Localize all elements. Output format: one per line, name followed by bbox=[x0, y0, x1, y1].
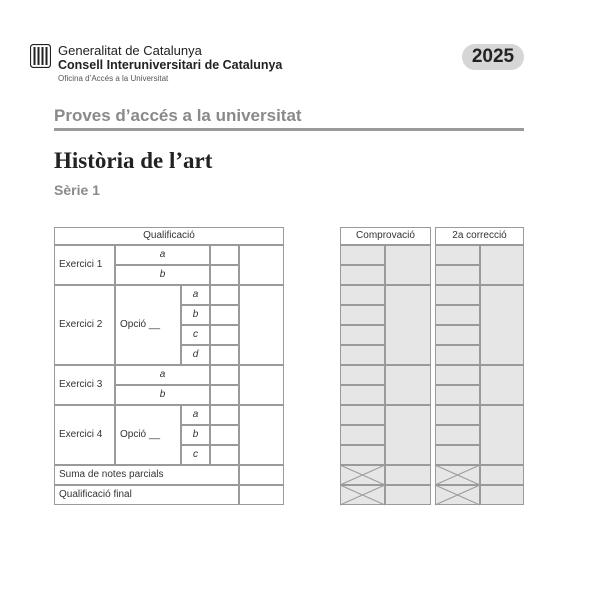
check-part-cell bbox=[340, 265, 385, 285]
second-total-cell bbox=[480, 365, 524, 405]
check-part-cell bbox=[340, 445, 385, 465]
part-label: a bbox=[192, 409, 199, 420]
check-part-cell bbox=[340, 385, 385, 405]
exercise-label: Exercici 1 bbox=[59, 259, 103, 270]
check-part-cell bbox=[340, 305, 385, 325]
check-part-cell bbox=[340, 245, 385, 265]
catalonia-flag-logo-icon bbox=[30, 44, 51, 68]
part-label: a bbox=[159, 249, 166, 260]
org-line-1: Generalitat de Catalunya bbox=[58, 43, 202, 58]
second-part-cell bbox=[435, 405, 480, 425]
part-grade-cell bbox=[210, 385, 239, 405]
exercise-total-cell bbox=[239, 365, 284, 405]
final-value-cell bbox=[239, 485, 284, 505]
second-total-cell bbox=[480, 405, 524, 465]
check-part-cell bbox=[340, 365, 385, 385]
exercise-option: Opció __ bbox=[120, 319, 161, 330]
part-grade-cell bbox=[210, 245, 239, 265]
subject-title: Història de l’art bbox=[54, 148, 213, 173]
second-part-cell bbox=[435, 445, 480, 465]
check-part-cell bbox=[340, 285, 385, 305]
cross-out-icon bbox=[435, 485, 480, 505]
part-label: a bbox=[192, 289, 199, 300]
divider bbox=[54, 128, 524, 131]
exercise-label: Exercici 3 bbox=[59, 379, 103, 390]
year-badge: 2025 bbox=[462, 44, 524, 70]
second-part-cell bbox=[435, 305, 480, 325]
part-grade-cell bbox=[210, 265, 239, 285]
series-label: Sèrie 1 bbox=[54, 182, 100, 198]
final-label: Qualificació final bbox=[59, 489, 132, 500]
part-label: d bbox=[192, 349, 199, 360]
part-grade-cell bbox=[210, 365, 239, 385]
part-grade-cell bbox=[210, 345, 239, 365]
sum-label: Suma de notes parcials bbox=[59, 469, 164, 480]
check-part-cell bbox=[340, 325, 385, 345]
part-label: b bbox=[192, 309, 199, 320]
part-label: a bbox=[159, 369, 166, 380]
org-line-3: Oficina d’Accés a la Universitat bbox=[58, 74, 169, 83]
check-part-cell bbox=[340, 405, 385, 425]
check-extra-cell bbox=[385, 485, 431, 505]
cross-out-icon bbox=[340, 485, 385, 505]
check-total-cell bbox=[385, 245, 431, 285]
exercise-total-cell bbox=[239, 405, 284, 465]
exam-title: Proves d’accés a la universitat bbox=[54, 106, 302, 125]
second-part-cell bbox=[435, 385, 480, 405]
second-extra-cell bbox=[480, 465, 524, 485]
second-part-cell bbox=[435, 245, 480, 265]
part-grade-cell bbox=[210, 325, 239, 345]
second-total-cell bbox=[480, 245, 524, 285]
part-grade-cell bbox=[210, 445, 239, 465]
check-header-label: Comprovació bbox=[356, 230, 415, 241]
org-line-2: Consell Interuniversitari de Catalunya bbox=[58, 58, 283, 72]
check-part-cell bbox=[340, 425, 385, 445]
second-part-cell bbox=[435, 345, 480, 365]
part-grade-cell bbox=[210, 305, 239, 325]
part-label: b bbox=[192, 429, 199, 440]
cross-out-icon bbox=[435, 465, 480, 485]
check-total-cell bbox=[385, 285, 431, 365]
exercise-total-cell bbox=[239, 245, 284, 285]
second-part-cell bbox=[435, 325, 480, 345]
check-total-cell bbox=[385, 405, 431, 465]
second-part-cell bbox=[435, 425, 480, 445]
second-header-label: 2a correcció bbox=[452, 230, 507, 241]
exercise-label: Exercici 2 bbox=[59, 319, 103, 330]
exercise-option: Opció __ bbox=[120, 429, 161, 440]
part-label: b bbox=[159, 269, 166, 280]
part-label: b bbox=[159, 389, 166, 400]
second-part-cell bbox=[435, 265, 480, 285]
cross-out-icon bbox=[340, 465, 385, 485]
exercise-label: Exercici 4 bbox=[59, 429, 103, 440]
part-grade-cell bbox=[210, 285, 239, 305]
check-extra-cell bbox=[385, 465, 431, 485]
exercise-total-cell bbox=[239, 285, 284, 365]
sum-value-cell bbox=[239, 465, 284, 485]
second-extra-cell bbox=[480, 485, 524, 505]
grading-header-label: Qualificació bbox=[143, 230, 195, 241]
check-part-cell bbox=[340, 345, 385, 365]
part-label: c bbox=[193, 329, 198, 340]
part-label: c bbox=[193, 449, 198, 460]
second-part-cell bbox=[435, 365, 480, 385]
second-part-cell bbox=[435, 285, 480, 305]
part-grade-cell bbox=[210, 425, 239, 445]
second-total-cell bbox=[480, 285, 524, 365]
part-grade-cell bbox=[210, 405, 239, 425]
check-total-cell bbox=[385, 365, 431, 405]
